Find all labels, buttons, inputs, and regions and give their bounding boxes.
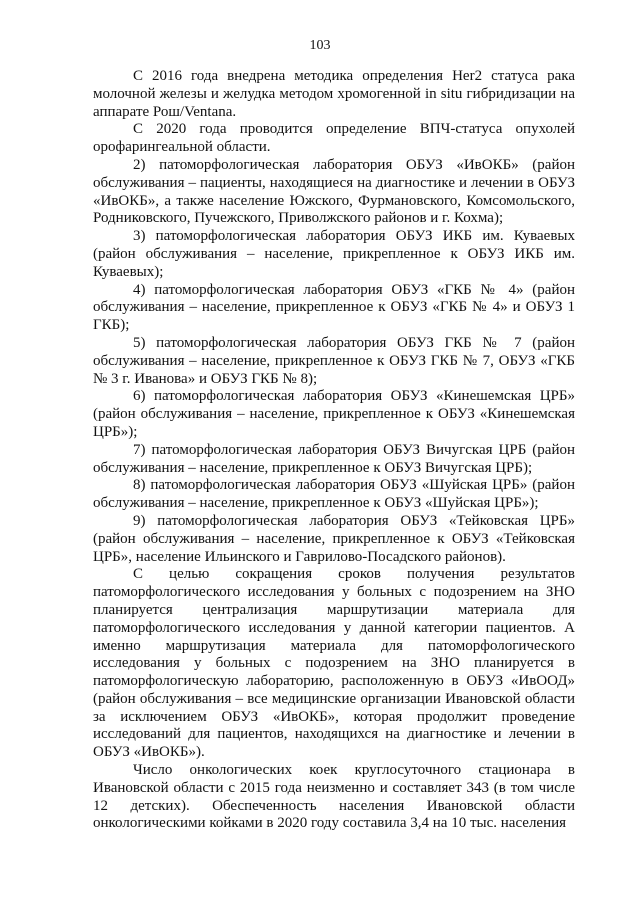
paragraph-hpv-status: С 2020 года проводится определение ВПЧ-статуса опухолей орофарингеальной области. <box>93 121 575 156</box>
page-number: 103 <box>309 38 331 53</box>
paragraph-oncology-beds: Число онкологических коек круглосуточного стационара в Ивановской области с 2015 года неизменно и составляет 343 (в том числе 12 детских). Обеспеченность населения Ивановской области онкологическими койками в 2020 году составила 3,4 на 10 тыс. населения <box>93 762 575 832</box>
paragraph-lab-shuya: 8) патоморфологическая лаборатория ОБУЗ «Шуйская ЦРБ» (район обслуживания – население, прикрепленное к ОБУЗ «Шуйская ЦРБ»); <box>93 477 575 512</box>
paragraph-lab-ivokb: 2) патоморфологическая лаборатория ОБУЗ «ИвОКБ» (район обслуживания – пациенты, находящиеся на диагностике и лечении в ОБУЗ «ИвОКБ», а также население Южского, Фурмановского, Комсомольского, Родниковского, Пучежского, Приволжского районов и г. Кохма); <box>93 156 575 227</box>
paragraph-centralization: С целью сокращения сроков получения результатов патоморфологического исследования у больных с подозрением на ЗНО планируется централизация маршрутизации материала для патоморфологического исследования у данной категории пациентов. А именно маршрутизация материала для патоморфологического исследования у больных с подозрением на ЗНО планируется в патоморфологическую лабораторию, расположенную в ОБУЗ «ИвООД» (район обслуживания – все медицинские организации Ивановской области за исключением ОБУЗ «ИвОКБ», которая продолжит проведение исследований для пациентов, находящихся на диагностике и лечении в ОБУЗ «ИвОКБ»). <box>93 566 575 761</box>
paragraph-lab-ikb-kuvaevykh: 3) патоморфологическая лаборатория ОБУЗ ИКБ им. Куваевых (район обслуживания – население, прикрепленное к ОБУЗ ИКБ им. Куваевых); <box>93 228 575 280</box>
paragraph-lab-kineshma: 6) патоморфологическая лаборатория ОБУЗ «Кинешемская ЦРБ» (район обслуживания – население, прикрепленное к ОБУЗ «Кинешемская ЦРБ»); <box>93 388 575 440</box>
paragraph-lab-gkb-4: 4) патоморфологическая лаборатория ОБУЗ «ГКБ № 4» (район обслуживания – население, прикрепленное к ОБУЗ «ГКБ № 4» и ОБУЗ 1 ГКБ); <box>93 281 575 334</box>
paragraph-lab-vichuga: 7) патоморфологическая лаборатория ОБУЗ Вичугская ЦРБ (район обслуживания – население, прикрепленное к ОБУЗ Вичугская ЦРБ); <box>93 441 575 476</box>
document-body <box>93 68 575 833</box>
paragraph-lab-gkb-7: 5) патоморфологическая лаборатория ОБУЗ ГКБ № 7 (район обслуживания – население, прикрепленное к ОБУЗ ГКБ № 7, ОБУЗ «ГКБ № 3 г. Иванова» и ОБУЗ ГКБ № 8); <box>93 334 575 387</box>
paragraph-her2-method: С 2016 года внедрена методика определения Her2 статуса рака молочной железы и желудка методом хромогенной in situ гибридизации на аппарате Рош/Ventana. <box>93 68 575 120</box>
paragraph-lab-teykovo: 9) патоморфологическая лаборатория ОБУЗ «Тейковская ЦРБ» (район обслуживания – население, прикрепленное к ОБУЗ «Тейковская ЦРБ», население Ильинского и Гаврилово-Посадского районов). <box>93 512 575 565</box>
